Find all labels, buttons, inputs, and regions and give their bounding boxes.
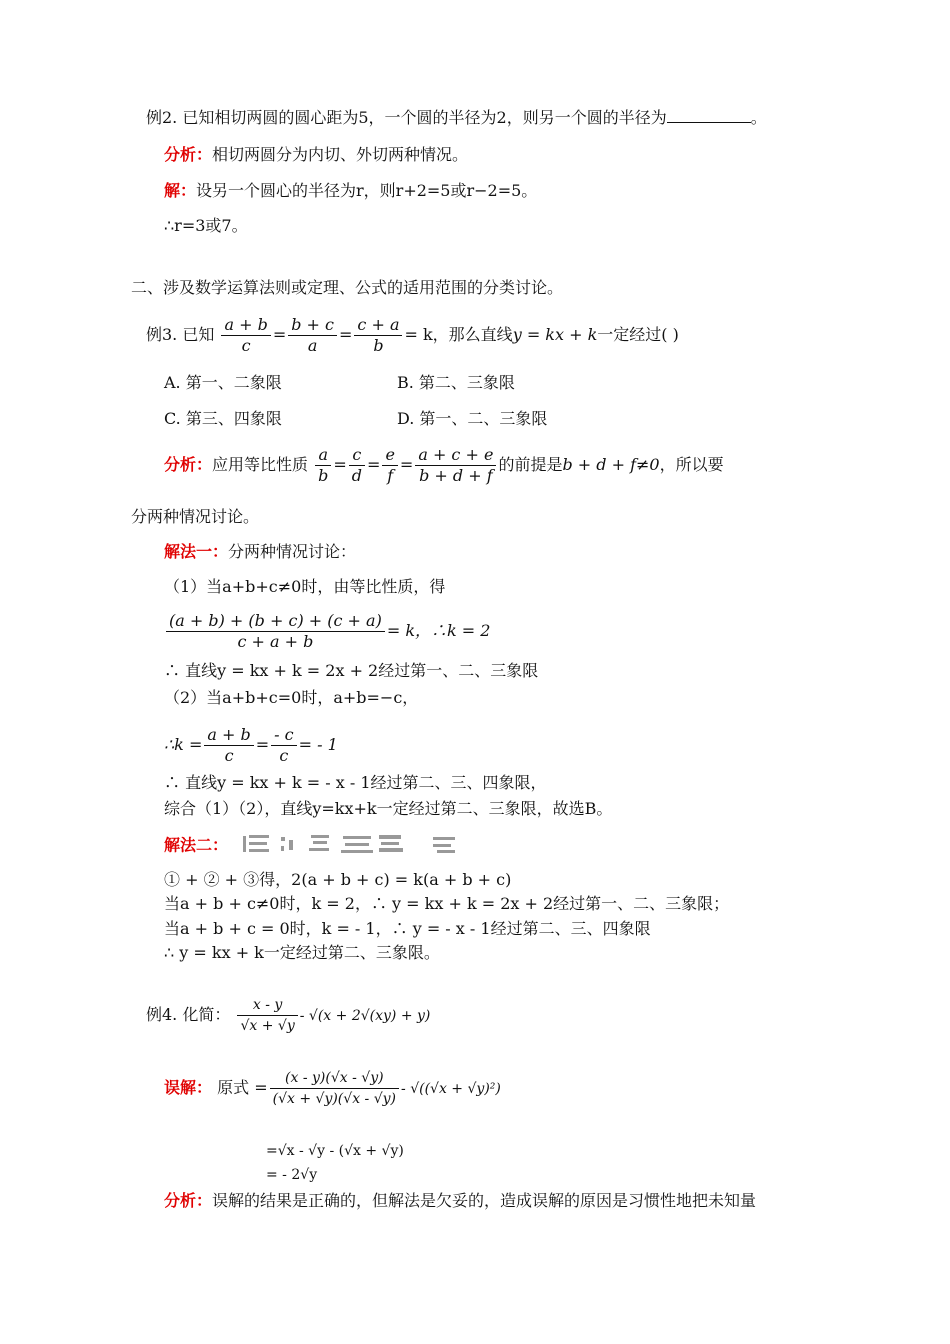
case1-formula: $\frac{(a + b) + (b + c) + (c + a)}{c + a + b}$ = k，∴k = 2: [164, 611, 490, 652]
ex2-analysis: 分析：相切两圆分为内切、外切两种情况。: [164, 145, 469, 164]
ex4-question: 例4. 化简： $\frac{x - y}{√x + √y}$ - √(x + 2√(xy) + y): [146, 997, 431, 1034]
case1: （1）当a+b+c≠0时，由等比性质，得: [164, 577, 446, 596]
ex2-conclusion: ∴r=3或7。: [164, 216, 248, 235]
ex2-question: 例2. 已知相切两圆的圆心距为5，一个圆的半径为2，则另一个圆的半径为 。: [146, 108, 767, 127]
fraction: $\frac{a + b}{c}$: [221, 315, 270, 356]
fraction: $\frac{c + a}{b}$: [354, 315, 402, 356]
ex3-analysis: 分析：应用等比性质 $\frac{a}{b}$ = $\frac{c}{d}$ = $\frac{e}{f}$ = $\frac{a + c + e}{b + d + f}$ 的前提是b + d + f≠0，所以要: [164, 445, 724, 485]
case1-line: ∴ 直线y = kx + k = 2x + 2经过第一、二、三象限: [164, 661, 539, 680]
ex4-step3: = - 2√y: [266, 1167, 318, 1183]
option-b: B. 第二、三象限: [397, 373, 515, 392]
option-d: D. 第一、二、三象限: [397, 409, 548, 428]
answer-blank: [667, 108, 751, 123]
case2: （2）当a+b+c=0时，a+b=−c，: [164, 688, 419, 707]
ex4-wrong-solution: 误解： 原式 = $\frac{(x - y)(√x - √y)}{(√x + √y)(√x - √y)}$ - √((√x + √y)²): [164, 1070, 501, 1107]
ex4-analysis: 分析：误解的结果是正确的，但解法是欠妥的，造成误解的原因是习惯性地把未知量: [164, 1191, 757, 1210]
ex2-solution: 解：设另一个圆心的半径为r，则r+2=5或r−2=5。: [164, 181, 538, 200]
case2-line: ∴ 直线y = kx + k = - x - 1经过第二、三、四象限，: [164, 773, 547, 792]
method2-heading: 解法二：: [164, 832, 483, 860]
ex3-analysis-cont: 分两种情况讨论。: [131, 507, 260, 526]
method2-line2: 当a + b + c≠0时，k = 2，∴ y = kx + k = 2x + 2经过第一、二、三象限；: [164, 894, 730, 913]
option-c: C. 第三、四象限: [164, 409, 282, 428]
fraction: $\frac{b + c}{a}$: [288, 315, 337, 356]
garbled-text: [233, 832, 483, 860]
summary: 综合（1）（2），直线y=kx+k一定经过第二、三象限，故选B。: [164, 799, 613, 818]
ex4-step2: =√x - √y - (√x + √y): [266, 1143, 404, 1159]
method2-line4: ∴ y = kx + k一定经过第二、三象限。: [164, 943, 440, 962]
option-a: A. 第一、二象限: [164, 373, 282, 392]
ex3-question: 例3. 已知 $\frac{a + b}{c}$ = $\frac{b + c}{a}$ = $\frac{c + a}{b}$ = k，那么直线y = kx + k一定经过( ): [146, 315, 679, 355]
case2-formula: ∴k = $\frac{a + b}{c}$ = $\frac{- c}{c}$ = - 1: [164, 725, 338, 765]
method2-line3: 当a + b + c = 0时，k = - 1，∴ y = - x - 1经过第二、三、四象限: [164, 919, 651, 938]
section-heading: 二、涉及数学运算法则或定理、公式的适用范围的分类讨论。: [131, 278, 564, 297]
method1-heading: 解法一：分两种情况讨论：: [164, 542, 357, 561]
method2-line1: ① + ② + ③得，2(a + b + c) = k(a + b + c): [164, 870, 512, 889]
